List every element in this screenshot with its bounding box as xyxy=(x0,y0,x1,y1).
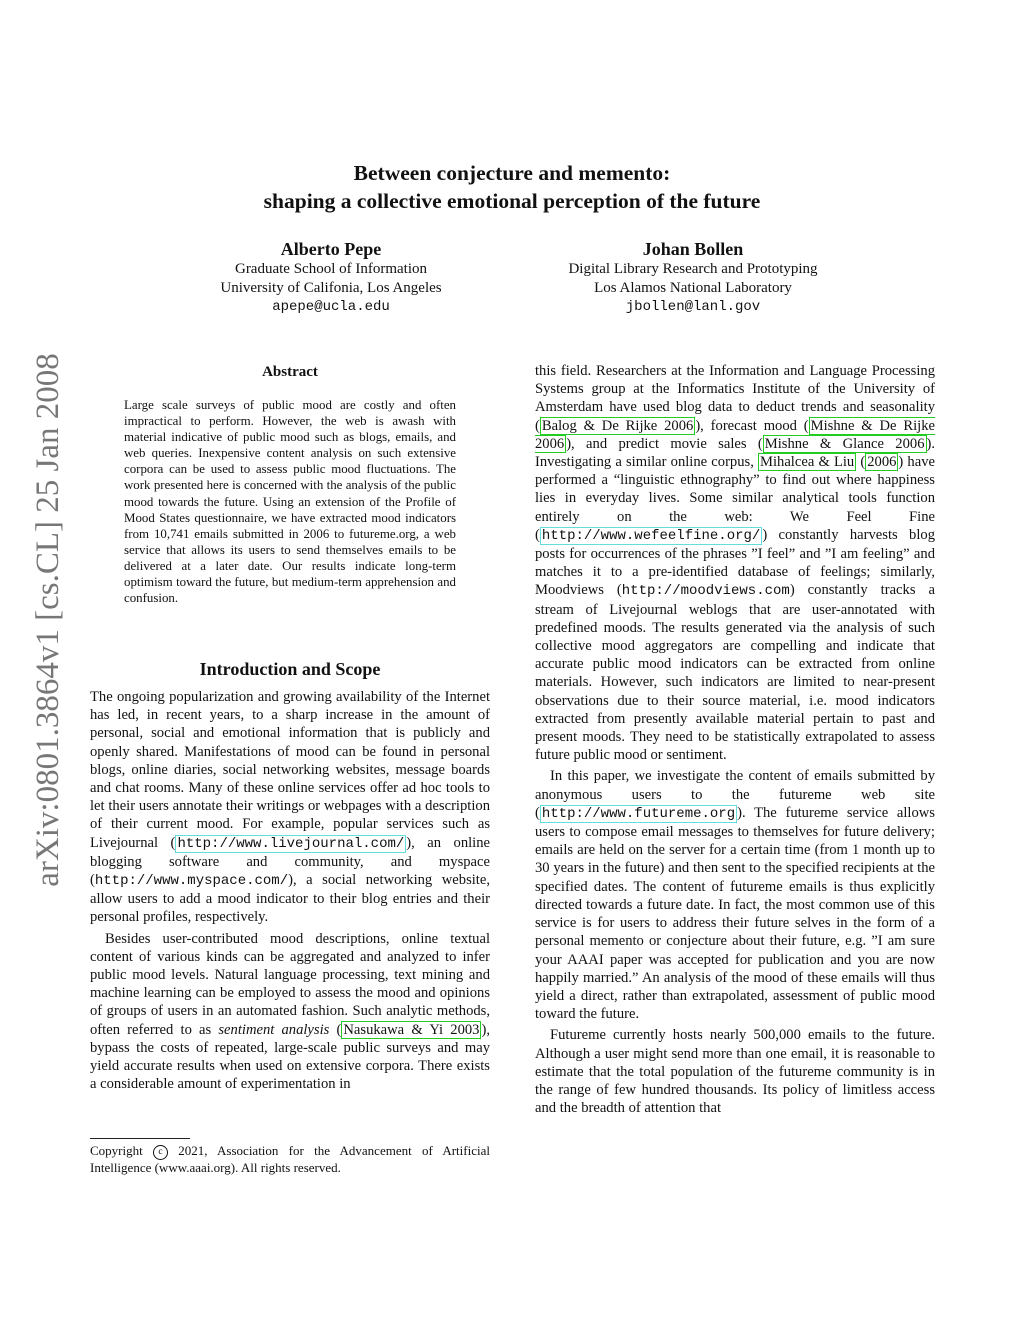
url-myspace: http://www.myspace.com/ xyxy=(94,873,289,890)
url-moodviews: http://moodviews.com xyxy=(621,583,790,600)
link-livejournal[interactable]: http://www.livejournal.com/ xyxy=(177,835,405,852)
link-futureme[interactable]: http://www.futureme.org xyxy=(541,805,736,822)
author-affiliation: University of Califonia, Los Angeles xyxy=(220,280,442,296)
text-run: Copyright xyxy=(90,1143,153,1158)
text-run: 2021, Association for the Advancement of Artificial Intelligence (www.aaai.org). All rights reserved. xyxy=(90,1143,490,1175)
right-column xyxy=(535,362,935,1117)
author-email[interactable]: apepe@ucla.edu xyxy=(272,299,390,315)
paper-title xyxy=(0,159,1024,215)
title-line-2: shaping a collective emotional perception of the future xyxy=(263,189,761,213)
title-line-1: Between conjecture and memento: xyxy=(353,161,671,185)
text-run: ), and predict movie sales ( xyxy=(566,435,763,452)
footnote-rule xyxy=(90,1138,190,1139)
paragraph: Futureme currently hosts nearly 500,000 emails to the future. Although a user might send more than one email, it is reasonable to estimate that the total population of the futureme community is in the range of few hundred thousands. Its policy of limitless access and the breadth of attention that xyxy=(535,1027,935,1117)
paragraph: this field. Researchers at the Information and Language Processing Systems group at the Informatics Institute of the University of Amsterdam have used blog data to deduct trends and seasonality ( Balog & De Rijke 2006 ), forecast mood ( Mishne & De Rijke 2006 ), and predict movie sales ( Mishne & Glance 2006 ). Investigating a similar online corpus, Mihalcea & Liu ( 2006 ) have performed a “linguistic ethnography” to find out where happiness lies in everyday lives. Some similar analytical tools function entirely on the web: We Feel Fine ( http://www.wefeelfine.org/ ) constantly harvests blog posts for occurrences of the phrases ”I feel” and ”I am feeling” and matches it to a pre-identified database of feelings; similarly, Moodviews (http://moodviews.com) constantly tracks a stream of Livejournal weblogs that are user-annotated with predefined moods. The results generated via the analysis of such collective mood aggregators are compelling and indicate that accurate public mood indicators can be extracted from online materials. However, such indicators are limited to near-present observations due to their source material, i.e. mood indicators extracted from presently available material pertain to past and present moods. They need to be statistically extrapolated to assess future public mood or sentiment. xyxy=(535,363,936,764)
citation-link[interactable]: 2006 xyxy=(867,454,897,471)
paragraph: Besides user-contributed mood descriptions, online textual content of various kinds can be aggregated and analyzed to infer public mood levels. Natural language processing, text mining and machine learning can be employed to assess the mood and opinions of groups of users in an automated fashion. Such analytic methods, often referred to as sentiment analysis ( Nasukawa & Yi 2003 ), bypass the costs of repeated, large-scale public surveys and may yield accurate results when used on extensive corpora. There exists a considerable amount of experimentation in xyxy=(90,930,490,1093)
text-run: ) constantly tracks a stream of Livejournal weblogs that are user-annotated with predefined moods. The results generated via the analysis of such collective mood aggregators are compelling and indicate that accurate public mood indicators can be extracted from online materials. However, such indicators are limited to near-present observations due to their source material, i.e. mood indicators extracted from presently available material pertain to past and present moods. They need to be statistically extrapolated to assess future public mood or sentiment. xyxy=(535,582,935,764)
section-heading: Introduction and Scope xyxy=(199,659,381,679)
author-name: Johan Bollen xyxy=(642,239,744,259)
text-run: Besides user-contributed mood descriptions, online textual content of various kinds can be aggregated and analyzed to infer public mood levels. Natural language processing, text mining and machine learning can be employed to assess the mood and opinions of groups of users in an automated fashion. Such analytic methods, often referred to as xyxy=(90,930,490,1038)
author-email[interactable]: jbollen@lanl.gov xyxy=(625,299,761,315)
author-name: Alberto Pepe xyxy=(280,239,382,259)
text-run: ) have performed a “linguistic ethnography” to find out where happiness lies in everyday lives. Some similar analytical tools function entirely on the web: We Feel Fine ( xyxy=(535,454,935,543)
text-run: ), forecast mood ( xyxy=(695,417,809,434)
copyright-symbol: c xyxy=(153,1145,168,1160)
copyright-footnote xyxy=(90,1143,490,1176)
text-run: ), a social networking website, allow users to add a mood indicator to their blog entries and their personal profiles, respectively. xyxy=(90,872,490,926)
author-affiliation: Digital Library Research and Prototyping xyxy=(568,261,818,277)
text-run: ) constantly harvests blog posts for occurrences of the phrases ”I feel” and ”I am feeling” and matches it to a pre-identified database of feelings; similarly, Moodviews ( xyxy=(535,526,935,599)
author-affiliation: Graduate School of Information xyxy=(234,261,428,277)
citation-link[interactable]: Mihalcea & Liu xyxy=(760,454,855,471)
text-run: The ongoing popularization and growing availability of the Internet has led, in recent years, to a sharp increase in the amount of personal, social and emotional information that is publicly and openly shared. Manifestations of mood can be found in personal blogs, online diaries, social networking websites, message boards and chat rooms. Many of these online services offer ad hoc tools to let their users annotate their writings or webpages with a description of their current mood. For example, popular services such as Livejournal ( xyxy=(90,689,490,851)
text-run: In this paper, we investigate the content of emails submitted by anonymous users to the futureme web site ( xyxy=(535,768,935,821)
author-affiliation: Los Alamos National Laboratory xyxy=(594,280,792,296)
text-run: ). The futureme service allows users to compose email messages to themselves for future delivery; emails are held on the server for a certain time (from 1 month up to 30 years in the future) and then sent to the specified recipients at the specified dates. The content of futureme emails is thus explicitly directed towards a future date. In fact, the most common use of this service is for users to address their future selves in the form of a personal memento or conjecture about their future, e.g. ”I am sure your AAAI paper was accepted for publication and you are now happily married.” An analysis of the mood of these emails will thus yield a direct, rather than extrapolated, assessment of public mood toward the future. xyxy=(535,804,935,1023)
paragraph xyxy=(90,688,490,927)
left-column xyxy=(90,688,490,1093)
abstract-text: Large scale surveys of public mood are costly and often impractical to perform. However, the web is awash with material indicative of public mood such as blogs, emails, and web queries. Inexpensive content analysis on such extensive corpora can be used to assess public mood fluctuations. The work presented here is concerned with the analysis of the public mood towards the future. Using an extension of the Profile of Mood States questionnaire, we have extracted mood indicators from 10,741 emails submitted in 2006 to futureme.org, a web service that allows its users to send themselves emails to be delivered at a later date. Our results indicate long-term optimism toward the future, but medium-term apprehension and confusion. xyxy=(124,398,456,606)
author-block-2 xyxy=(523,238,863,317)
abstract-heading: Abstract xyxy=(262,364,318,380)
link-wefeelfine[interactable]: http://www.wefeelfine.org/ xyxy=(541,527,761,544)
citation-link[interactable]: Balog & De Rijke 2006 xyxy=(541,417,694,434)
text-run: ), bypass the costs of repeated, large-scale public surveys and may yield accurate results when used on extensive corpora. There exists a considerable amount of experimentation in xyxy=(90,1021,490,1093)
citation-link[interactable]: Nasukawa & Yi 2003 xyxy=(343,1021,480,1038)
citation-link[interactable]: Mishne & De Rijke 2006 xyxy=(535,417,935,452)
author-block-1 xyxy=(161,238,501,317)
paragraph xyxy=(535,767,935,1023)
arxiv-stamp: arXiv:0801.3864v1 [cs.CL] 25 Jan 2008 xyxy=(30,353,66,887)
citation-link[interactable]: Mishne & Glance 2006 xyxy=(764,435,925,452)
emphasis: sentiment analysis xyxy=(218,1021,330,1038)
text-run: ), an online blogging software and community, and myspace ( xyxy=(90,834,491,889)
text-run: this field. Researchers at the Information and Language Processing Systems group at the Informatics Institute of the University of Amsterdam have used blog data to deduct trends and seasonality ( xyxy=(535,363,935,434)
text-run: ). Investigating a similar online corpus, xyxy=(535,435,936,471)
